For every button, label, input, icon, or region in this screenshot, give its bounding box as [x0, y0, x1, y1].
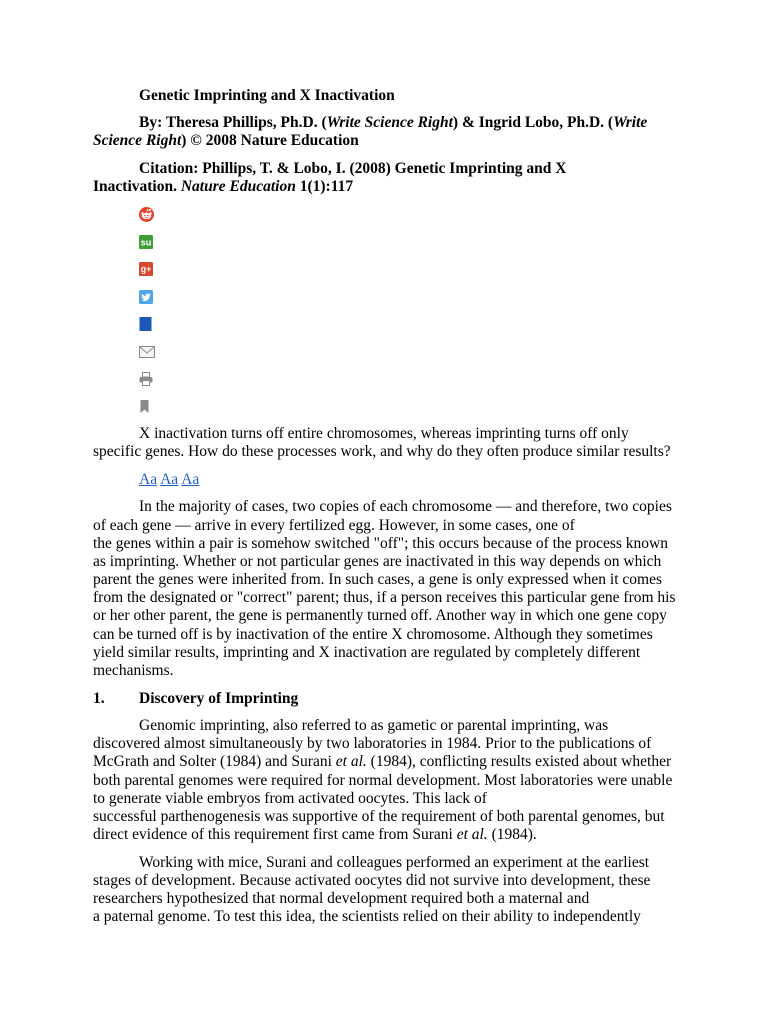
share-facebook-button[interactable]: [139, 317, 152, 331]
section-heading-block: [93, 690, 768, 708]
byline-line: [93, 114, 768, 132]
share-row-stumbleupon: [93, 233, 768, 251]
bookmark-icon[interactable]: [139, 400, 150, 413]
body-paragraph: [93, 498, 768, 680]
text-run: direct evidence of this requirement first came from Surani: [93, 826, 457, 844]
text-size-small-link[interactable]: Aa: [139, 470, 158, 488]
italic-text: et al.: [456, 826, 488, 844]
article-title: Genetic Imprinting and X Inactivation: [139, 86, 395, 104]
paragraph-line: stages of development. Because activated oocytes did not survive into development, these: [93, 871, 651, 889]
section-number: 1.: [93, 689, 105, 707]
print-icon[interactable]: [139, 372, 153, 386]
article-title-block: [93, 87, 768, 105]
reddit-icon[interactable]: [139, 207, 154, 222]
text-run: (1984).: [487, 826, 537, 844]
paragraph-line: or her other parent, the gene is permanently turned off. Another way in which one gene copy: [93, 607, 667, 625]
citation-volume: 1(1):117: [295, 177, 354, 195]
byline-author-text: ) & Ingrid Lobo, Ph.D. (: [452, 113, 614, 131]
text-run: (1984), conflicting results existed about whether: [366, 753, 672, 771]
paragraph-line: In the majority of cases, two copies of each chromosome — and therefore, two copies: [139, 498, 672, 516]
stumbleupon-glyph: su: [140, 237, 152, 248]
paragraph-line: to generate viable embryos from activated oocytes. This lack of: [93, 789, 487, 807]
twitter-icon[interactable]: [139, 290, 153, 304]
text-size-controls: [93, 471, 768, 489]
share-row-reddit: [93, 205, 768, 223]
print-button[interactable]: [139, 372, 153, 386]
paragraph-line: yield similar results, imprinting and X inactivation are regulated by completely different: [93, 643, 641, 661]
share-row-google-plus: [93, 260, 768, 278]
share-google-plus-button[interactable]: [139, 262, 153, 276]
paragraph-line: a paternal genome. To test this idea, the scientists relied on their ability to independently: [93, 908, 641, 926]
affiliation-text: Science Right: [93, 132, 182, 150]
journal-name: Nature Education: [180, 177, 296, 195]
paragraph-line: X inactivation turns off entire chromosomes, whereas imprinting turns off only: [139, 425, 629, 443]
byline-author-text: By: Theresa Phillips, Ph.D. (: [139, 113, 327, 131]
share-row-email: [93, 343, 768, 361]
citation-text: Inactivation.: [93, 177, 181, 195]
text-size-large-link[interactable]: Aa: [181, 470, 200, 488]
facebook-icon[interactable]: [139, 317, 152, 331]
google-plus-glyph: g+: [140, 264, 152, 275]
share-row-print: [93, 370, 768, 388]
byline: [93, 114, 768, 150]
share-row-bookmark: [93, 398, 768, 416]
paragraph-line: mechanisms.: [93, 662, 174, 680]
section-heading: [93, 690, 768, 708]
paragraph-line: [93, 826, 768, 844]
google-plus-icon[interactable]: [139, 262, 153, 276]
share-email-button[interactable]: [139, 346, 155, 358]
paragraph-line: both parental genomes were required for normal development. Most laboratories were unable: [93, 771, 673, 789]
bookmark-button[interactable]: [139, 400, 150, 413]
section-title: Discovery of Imprinting: [139, 689, 299, 707]
paragraph-line: researchers hypothesized that normal development required both a maternal and: [93, 890, 590, 907]
italic-text: et al.: [335, 753, 367, 771]
share-row-twitter: [93, 288, 768, 306]
paragraph-line: from the designated or "correct" parent; thus, if a person receives this particular gene from his: [93, 589, 676, 607]
share-twitter-button[interactable]: [139, 290, 153, 304]
citation-line: Citation: Phillips, T. & Lobo, I. (2008) Genetic Imprinting and X: [139, 159, 567, 177]
body-paragraph: [93, 717, 768, 844]
paragraph-line: the genes within a pair is somehow switched "off"; this occurs because of the process known: [93, 534, 668, 552]
text-size-controls-line: [93, 471, 768, 489]
text-size-medium-link[interactable]: Aa: [160, 470, 179, 488]
paragraph-line: specific genes. How do these processes work, and why do they often produce similar results?: [93, 443, 671, 461]
byline-line: [93, 132, 768, 150]
paragraph-line: parent the genes were inherited from. In such cases, a gene is only expressed when it comes: [93, 571, 662, 589]
affiliation-text: Write: [613, 113, 648, 131]
paragraph-line: Working with mice, Surani and colleagues performed an experiment at the earliest: [139, 853, 650, 871]
intro-paragraph: [93, 425, 768, 461]
copyright-text: ) © 2008 Nature Education: [181, 132, 359, 150]
paragraph-line: as imprinting. Whether or not particular genes are inactivated in this way depends on which: [93, 552, 662, 570]
paragraph-line: can be turned off is by inactivation of the entire X chromosome. Although they sometimes: [93, 625, 653, 643]
share-row-facebook: [93, 315, 768, 333]
share-stumbleupon-button[interactable]: [139, 235, 153, 249]
affiliation-text: Write Science Right: [326, 113, 453, 131]
email-icon[interactable]: [139, 346, 155, 358]
body-paragraph: [93, 854, 768, 927]
share-reddit-button[interactable]: [139, 207, 154, 222]
paragraph-line: successful parthenogenesis was supportive of the requirement of both parental genomes, but: [93, 807, 665, 825]
paragraph-line: discovered almost simultaneously by two laboratories in 1984. Prior to the publications of: [93, 735, 652, 753]
citation: [93, 160, 768, 196]
paragraph-line: [93, 753, 768, 771]
citation-line: [93, 178, 768, 196]
paragraph-line: of each gene — arrive in every fertilized egg. However, in some cases, one of: [93, 516, 575, 534]
text-run: McGrath and Solter (1984) and Surani: [93, 753, 336, 771]
stumbleupon-icon[interactable]: [139, 235, 153, 249]
paragraph-line: Genomic imprinting, also referred to as gametic or parental imprinting, was: [139, 717, 609, 735]
